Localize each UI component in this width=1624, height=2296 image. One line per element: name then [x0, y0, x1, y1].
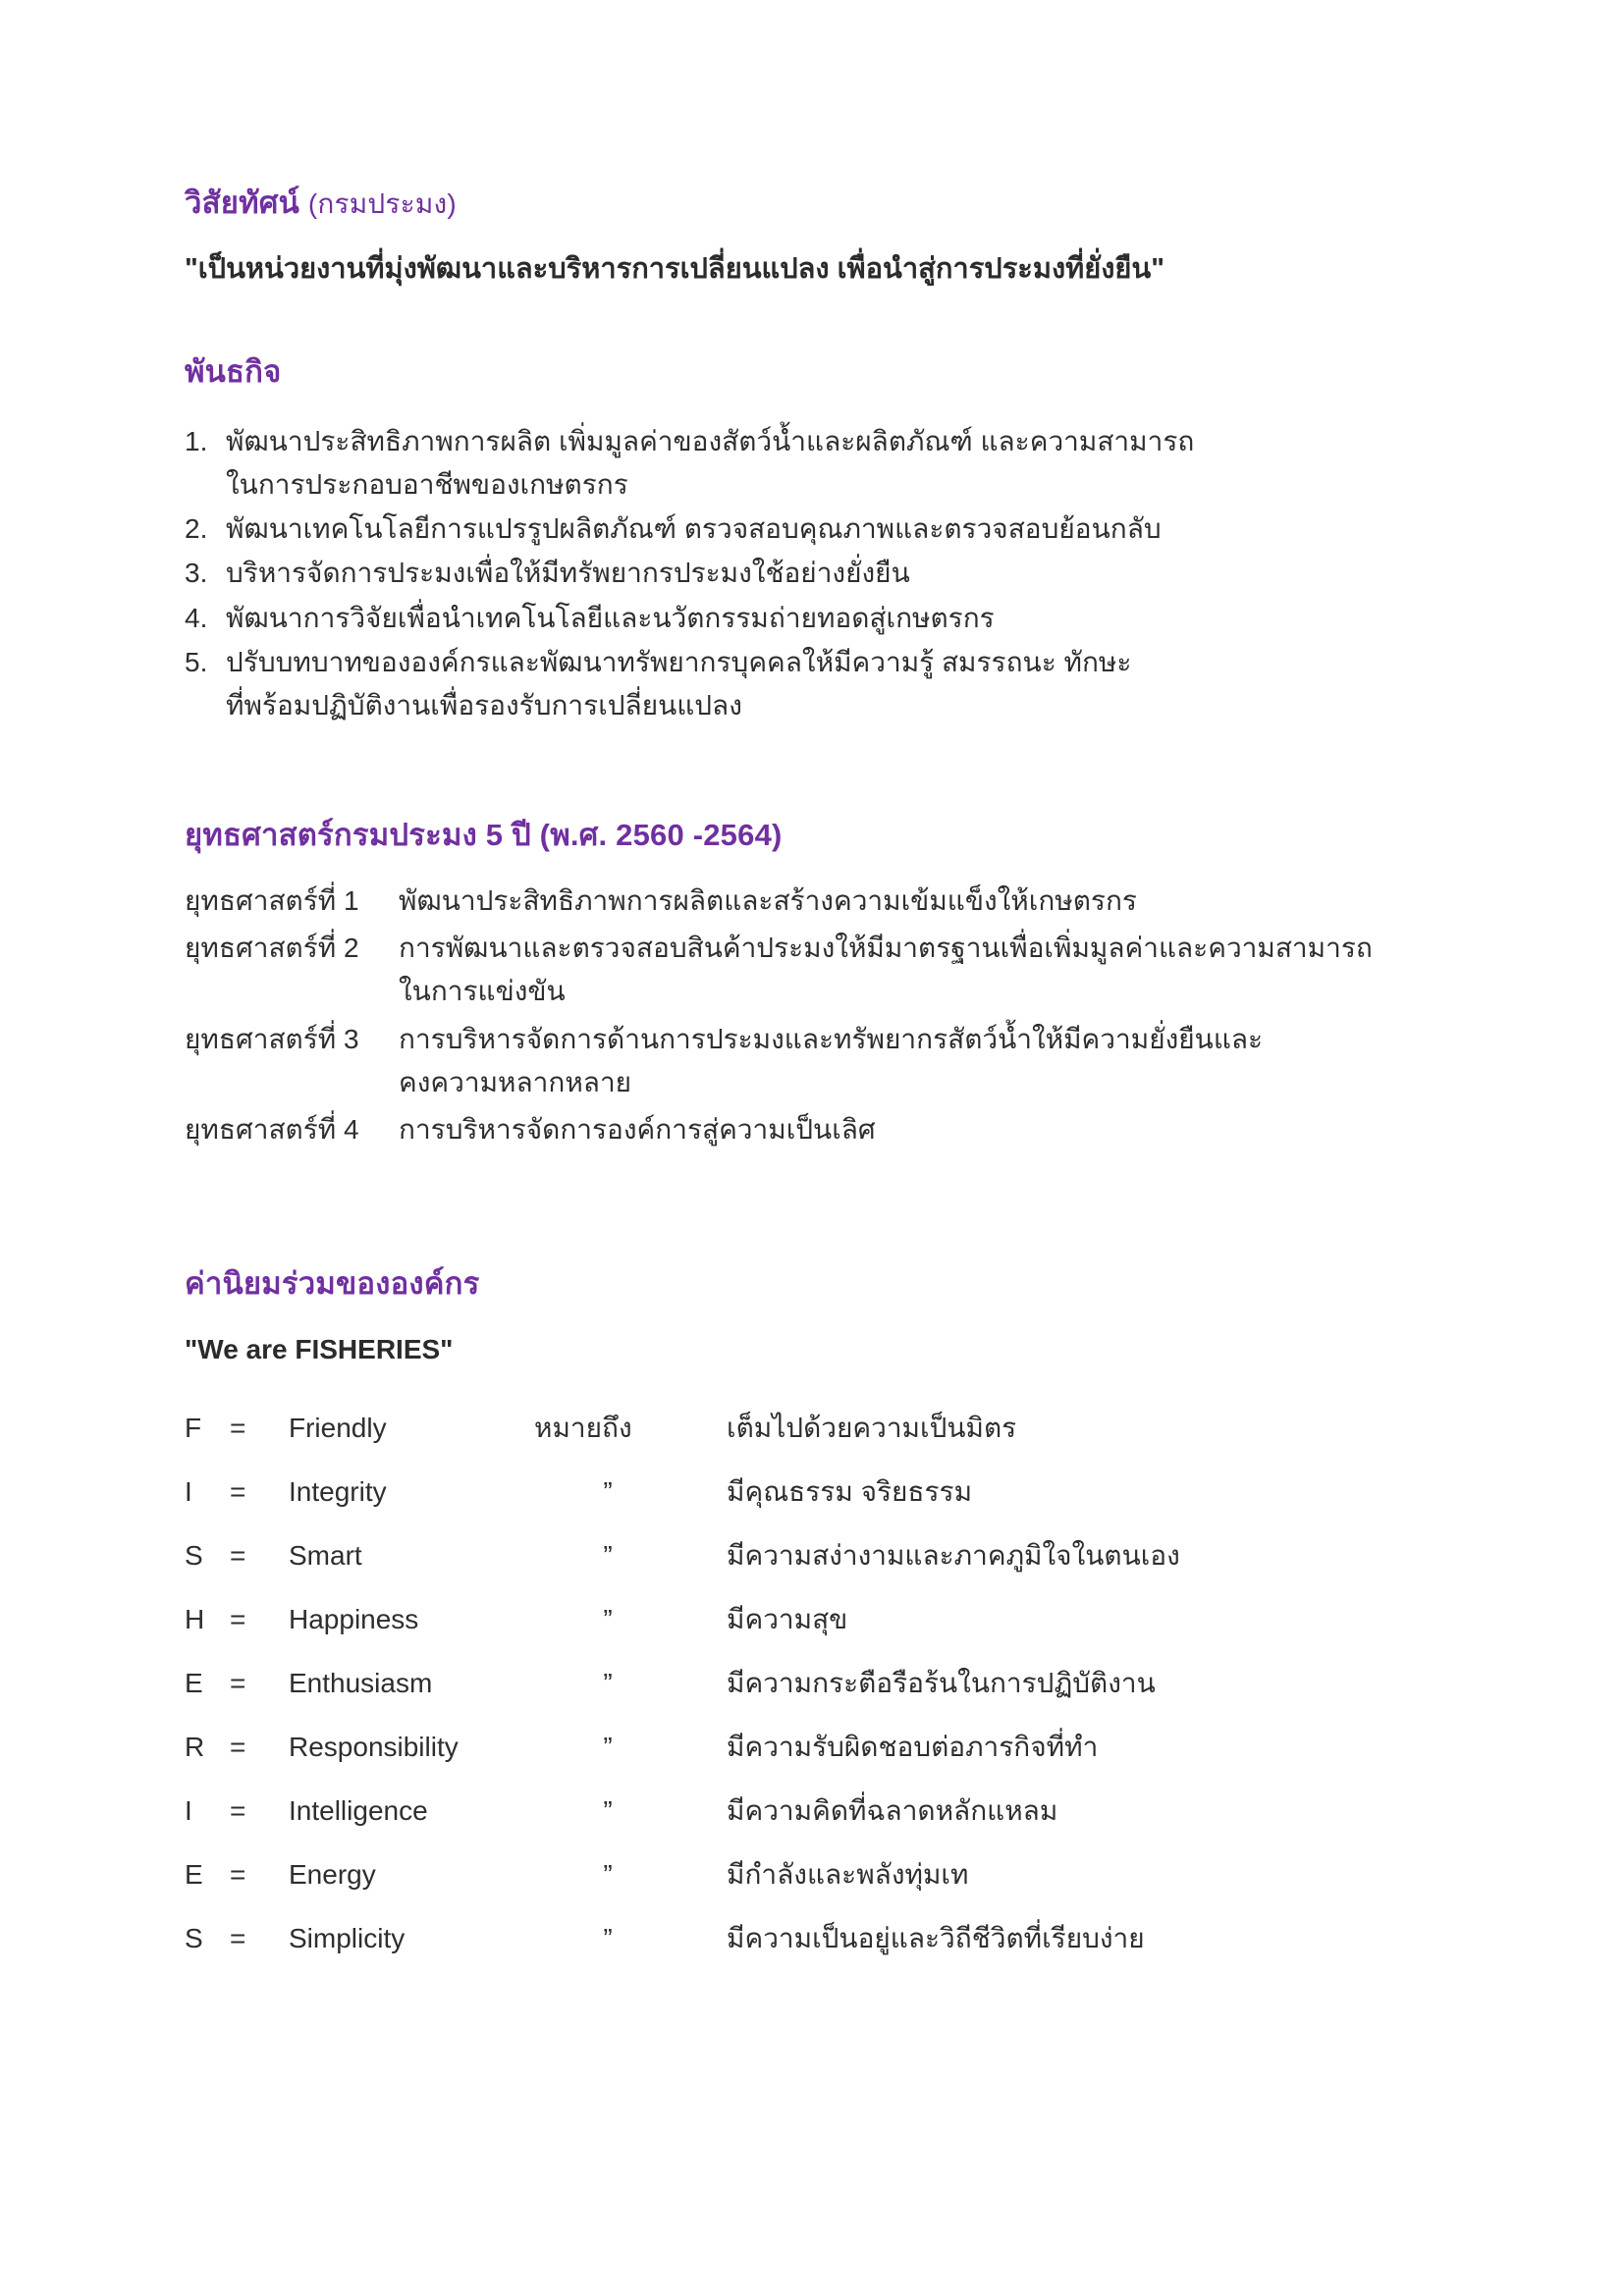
value-letter: R [185, 1732, 205, 1763]
value-word: Responsibility [289, 1732, 459, 1763]
value-means: ” [603, 1540, 613, 1572]
vision-heading-main: วิสัยทัศน์ [185, 186, 299, 220]
value-description: เต็มไปด้วยความเป็นมิตร [727, 1413, 1017, 1444]
value-equals: = [230, 1540, 246, 1572]
value-equals: = [230, 1476, 246, 1508]
spacer [185, 791, 1461, 815]
strategy-item-body [399, 1018, 1461, 1104]
mission-heading: พันธกิจ [185, 354, 282, 390]
strategy-item-body [399, 927, 1461, 1013]
value-letter: S [185, 1923, 203, 1954]
mission-item-line: พัฒนาการวิจัยเพื่อนำเทคโนโลยีและนวัตกรรมถ่ายทอดสู่เกษตรกร [226, 602, 995, 633]
value-word: Energy [289, 1859, 376, 1891]
strategy-item-line: การพัฒนาและตรวจสอบสินค้าประมงให้มีมาตรฐานเพื่อเพิ่มมูลค่าและความสามารถ [399, 933, 1373, 964]
values-motto: "We are FISHERIES" [185, 1334, 454, 1365]
table-row [185, 1716, 1180, 1780]
strategy-item-line: ในการแข่งขัน [399, 976, 566, 1007]
value-description: มีความเป็นอยู่และวิถีชีวิตที่เรียบง่าย [727, 1923, 1145, 1954]
value-letter: H [185, 1604, 205, 1635]
mission-item-line: ที่พร้อมปฏิบัติงานเพื่อรองรับการเปลี่ยนแปลง [226, 689, 742, 721]
spacer [185, 728, 1461, 791]
mission-item-body [226, 552, 1461, 594]
vision-heading [185, 183, 1461, 224]
value-equals: = [230, 1668, 246, 1699]
vision-statement: "เป็นหน่วยงานที่มุ่งพัฒนาและบริหารการเปลี่ยนแปลง เพื่อนำสู่การประมงที่ยั่งยืน" [185, 252, 1164, 285]
vision-heading-sub: (กรมประมง) [307, 188, 457, 219]
table-row [185, 1907, 1180, 1971]
strategy-item [185, 880, 1461, 923]
mission-item-number: 5. [185, 647, 208, 678]
strategy-item-label: ยุทธศาสตร์ที่ 1 [185, 884, 359, 916]
value-letter: I [185, 1795, 192, 1827]
value-word: Smart [289, 1540, 362, 1572]
mission-item-body [226, 507, 1461, 550]
value-word: Enthusiasm [289, 1668, 433, 1699]
strategy-item-line: การบริหารจัดการด้านการประมงและทรัพยากรสัตว์น้ำให้มีความยั่งยืนและ [399, 1023, 1264, 1054]
value-means: ” [603, 1795, 613, 1827]
value-description: มีความกระตือรือร้นในการปฏิบัติงาน [727, 1668, 1156, 1699]
value-letter: E [185, 1668, 203, 1699]
mission-list [185, 420, 1461, 726]
strategy-item-label: ยุทธศาสตร์ที่ 2 [185, 933, 359, 964]
spacer [185, 1155, 1461, 1218]
values-heading: ค่านิยมร่วมขององค์กร [185, 1266, 480, 1302]
strategy-item [185, 1018, 1461, 1104]
value-letter: I [185, 1476, 192, 1508]
strategy-item-line: การบริหารจัดการองค์การสู่ความเป็นเลิศ [399, 1114, 876, 1146]
value-equals: = [230, 1795, 246, 1827]
strategy-item-body [399, 1108, 1461, 1151]
mission-item-number: 1. [185, 426, 208, 457]
mission-item [185, 420, 1461, 506]
table-row [185, 1461, 1180, 1524]
table-row [185, 1588, 1180, 1652]
strategy-item [185, 1108, 1461, 1151]
value-description: มีความรับผิดชอบต่อภารกิจที่ทำ [727, 1732, 1099, 1763]
value-means: ” [603, 1859, 613, 1891]
document-content [185, 183, 1461, 1971]
value-means: ” [603, 1604, 613, 1635]
mission-item-body [226, 420, 1461, 506]
value-equals: = [230, 1859, 246, 1891]
value-equals: = [230, 1732, 246, 1763]
value-means: ” [603, 1732, 613, 1763]
value-equals: = [230, 1413, 246, 1444]
mission-item-line: ในการประกอบอาชีพของเกษตรกร [226, 468, 628, 500]
value-means: หมายถึง [534, 1413, 632, 1444]
strategy-item-line: พัฒนาประสิทธิภาพการผลิตและสร้างความเข้มแข็งให้เกษตรกร [399, 884, 1137, 916]
mission-item-line: บริหารจัดการประมงเพื่อให้มีทรัพยากรประมงใช้อย่างยั่งยืน [226, 558, 910, 589]
spacer [185, 1218, 1461, 1263]
value-equals: = [230, 1923, 246, 1954]
mission-item-line: พัฒนาเทคโนโลยีการแปรรูปผลิตภัณฑ์ ตรวจสอบคุณภาพและตรวจสอบย้อนกลับ [226, 513, 1162, 545]
strategy-item-line: คงความหลากหลาย [399, 1066, 632, 1097]
value-word: Friendly [289, 1413, 387, 1444]
table-row [185, 1524, 1180, 1588]
spacer [185, 289, 1461, 351]
table-row [185, 1652, 1180, 1716]
mission-item [185, 641, 1461, 726]
value-letter: E [185, 1859, 203, 1891]
value-word: Integrity [289, 1476, 387, 1508]
value-word: Simplicity [289, 1923, 406, 1954]
value-means: ” [603, 1476, 613, 1508]
values-table [185, 1397, 1180, 1971]
value-description: มีความสุข [727, 1604, 848, 1635]
mission-item-body [226, 641, 1461, 726]
value-means: ” [603, 1668, 613, 1699]
mission-item-number: 3. [185, 558, 208, 589]
mission-item-body [226, 597, 1461, 639]
value-means: ” [603, 1923, 613, 1954]
value-description: มีความคิดที่ฉลาดหลักแหลม [727, 1795, 1058, 1827]
mission-item-line: พัฒนาประสิทธิภาพการผลิต เพิ่มมูลค่าของสัตว์น้ำและผลิตภัณฑ์ และความสามารถ [226, 426, 1195, 457]
mission-item [185, 597, 1461, 639]
strategy-item-label: ยุทธศาสตร์ที่ 3 [185, 1023, 359, 1054]
value-letter: F [185, 1413, 202, 1444]
strategy-item-body [399, 880, 1461, 923]
table-row [185, 1843, 1180, 1907]
mission-item [185, 552, 1461, 594]
value-equals: = [230, 1604, 246, 1635]
mission-item-number: 4. [185, 602, 208, 633]
table-row [185, 1397, 1180, 1461]
value-description: มีความสง่างามและภาคภูมิใจในตนเอง [727, 1540, 1180, 1572]
value-letter: S [185, 1540, 203, 1572]
strategy-heading: ยุทธศาสตร์กรมประมง 5 ปี (พ.ศ. 2560 -2564) [185, 818, 783, 853]
value-word: Happiness [289, 1604, 419, 1635]
strategy-list [185, 880, 1461, 1151]
table-row [185, 1780, 1180, 1843]
value-word: Intelligence [289, 1795, 428, 1827]
mission-item-line: ปรับบทบาทขององค์กรและพัฒนาทรัพยากรบุคคลให้มีความรู้ สมรรถนะ ทักษะ [226, 647, 1132, 678]
mission-item-number: 2. [185, 513, 208, 545]
value-description: มีคุณธรรม จริยธรรม [727, 1476, 973, 1508]
strategy-item [185, 927, 1461, 1013]
mission-item [185, 507, 1461, 550]
strategy-item-label: ยุทธศาสตร์ที่ 4 [185, 1114, 359, 1146]
value-description: มีกำลังและพลังทุ่มเท [727, 1859, 969, 1891]
